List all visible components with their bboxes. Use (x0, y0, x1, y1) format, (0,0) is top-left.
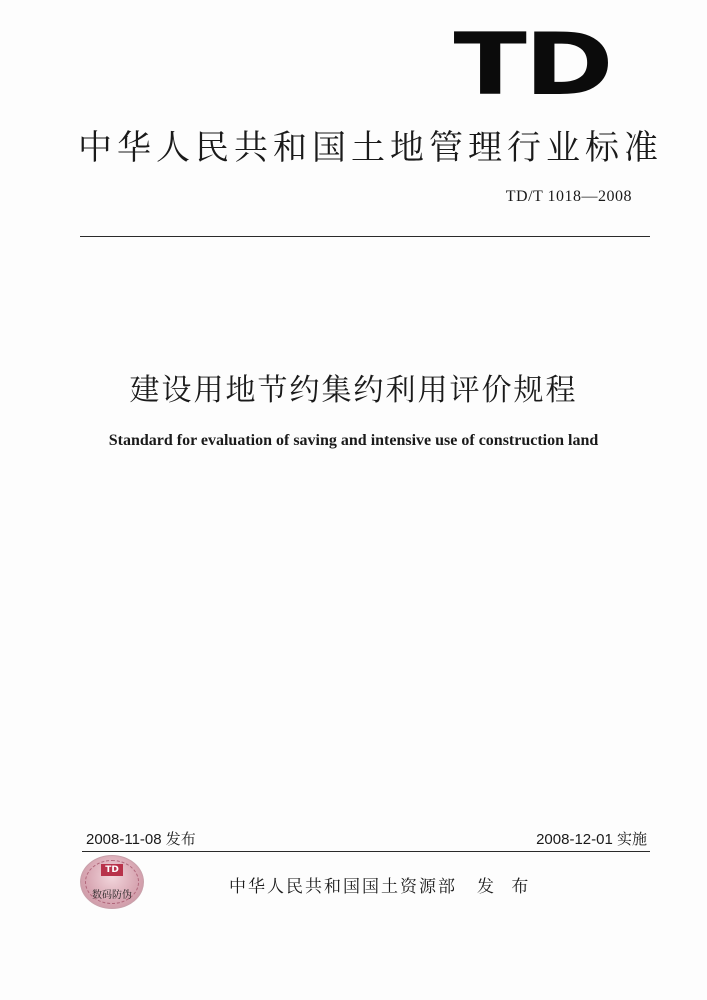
implementation-date: 2008-12-01 实施 (536, 831, 647, 848)
standard-number: TD/T 1018—2008 (505, 188, 632, 205)
top-divider (80, 236, 650, 237)
seal-label: 数码防伪 (92, 890, 132, 901)
english-title: Standard for evaluation of saving and intensive use of construction land (108, 432, 599, 449)
publisher: 中华人民共和国国土资源部 (229, 877, 457, 897)
issue-date: 2008-11-08 发布 (86, 831, 196, 848)
bottom-divider (82, 851, 650, 852)
td-logo: TD (453, 15, 611, 115)
publish-label: 发 布 (477, 877, 535, 897)
anti-counterfeit-seal (80, 855, 144, 909)
seal-logo: TD (101, 864, 123, 876)
chinese-title: 建设用地节约集约利用评价规程 (129, 373, 578, 408)
industry-standard-heading: 中华人民共和国土地管理行业标准 (78, 128, 663, 168)
